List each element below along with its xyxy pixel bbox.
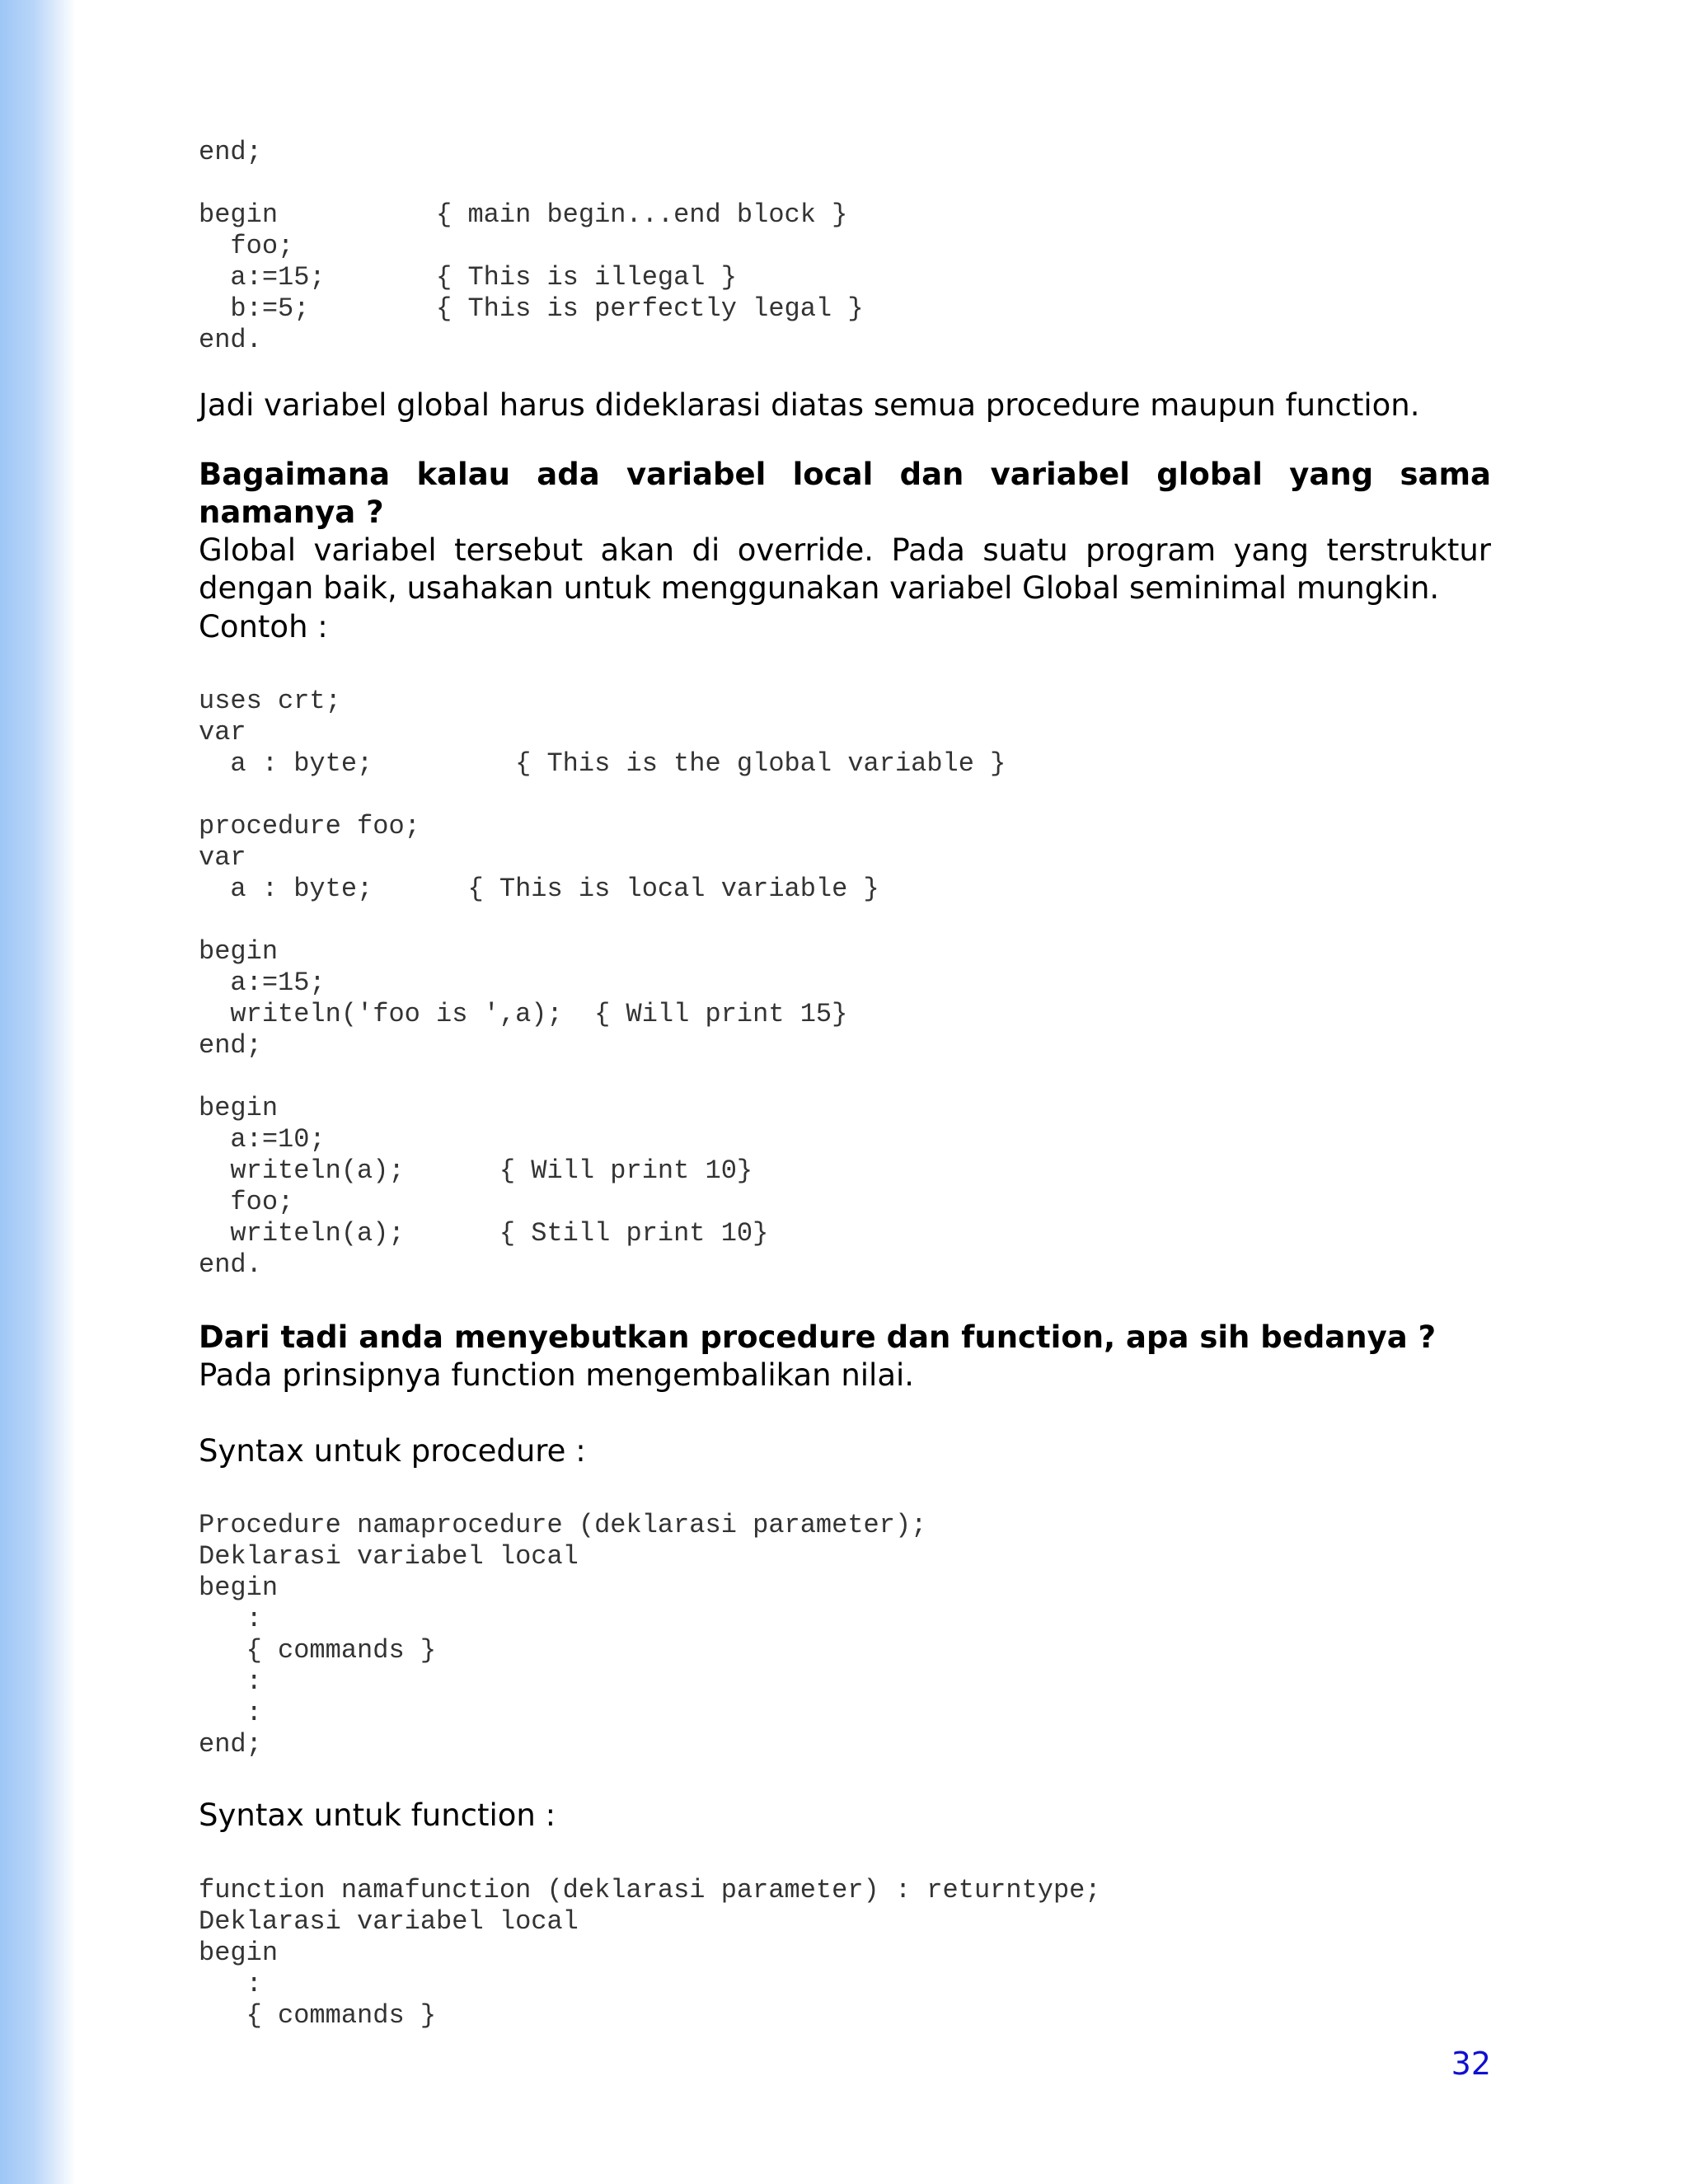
qa-same-name-variables xyxy=(199,456,1491,607)
question-heading: Bagaimana kalau ada variabel local dan variabel global yang sama namanya ? xyxy=(199,457,1491,530)
code-block-procedure-syntax: Procedure namaprocedure (deklarasi parameter); Deklarasi variabel local begin : { commands } : : end; xyxy=(199,1510,927,1760)
question-heading: Dari tadi anda menyebutkan procedure dan function, apa sih bedanya ? xyxy=(199,1319,1437,1355)
syntax-procedure-label: Syntax untuk procedure : xyxy=(199,1433,586,1469)
answer-text: Global variabel tersebut akan di override. Pada suatu program yang terstruktur dengan baik, usahakan untuk menggunakan variabel Global seminimal mungkin. xyxy=(199,532,1491,606)
code-block-function-syntax: function namafunction (deklarasi parameter) : returntype; Deklarasi variabel local begin : { commands } xyxy=(199,1875,1101,2031)
contoh-label: Contoh : xyxy=(199,609,328,644)
answer-text: Pada prinsipnya function mengembalikan nilai. xyxy=(199,1357,915,1393)
qa-procedure-vs-function xyxy=(199,1319,1491,1394)
code-block-global-local-example: uses crt; var a : byte; { This is the global variable } procedure foo; var a : byte; { This is local variable } begin a:=15; writeln('foo is ',a); { Will print 15} end; begin a:=10; writeln(a); { Will print 10} foo; writeln(a); { Still print 10} end. xyxy=(199,686,1006,1280)
page-number: 32 xyxy=(1451,2046,1491,2082)
syntax-function-label: Syntax untuk function : xyxy=(199,1797,556,1833)
code-block-scope-illegal: end; begin { main begin...end block } foo; a:=15; { This is illegal } b:=5; { This is perfectly legal } end. xyxy=(199,137,864,355)
paragraph-global-declaration: Jadi variabel global harus dideklarasi diatas semua procedure maupun function. xyxy=(199,387,1420,423)
